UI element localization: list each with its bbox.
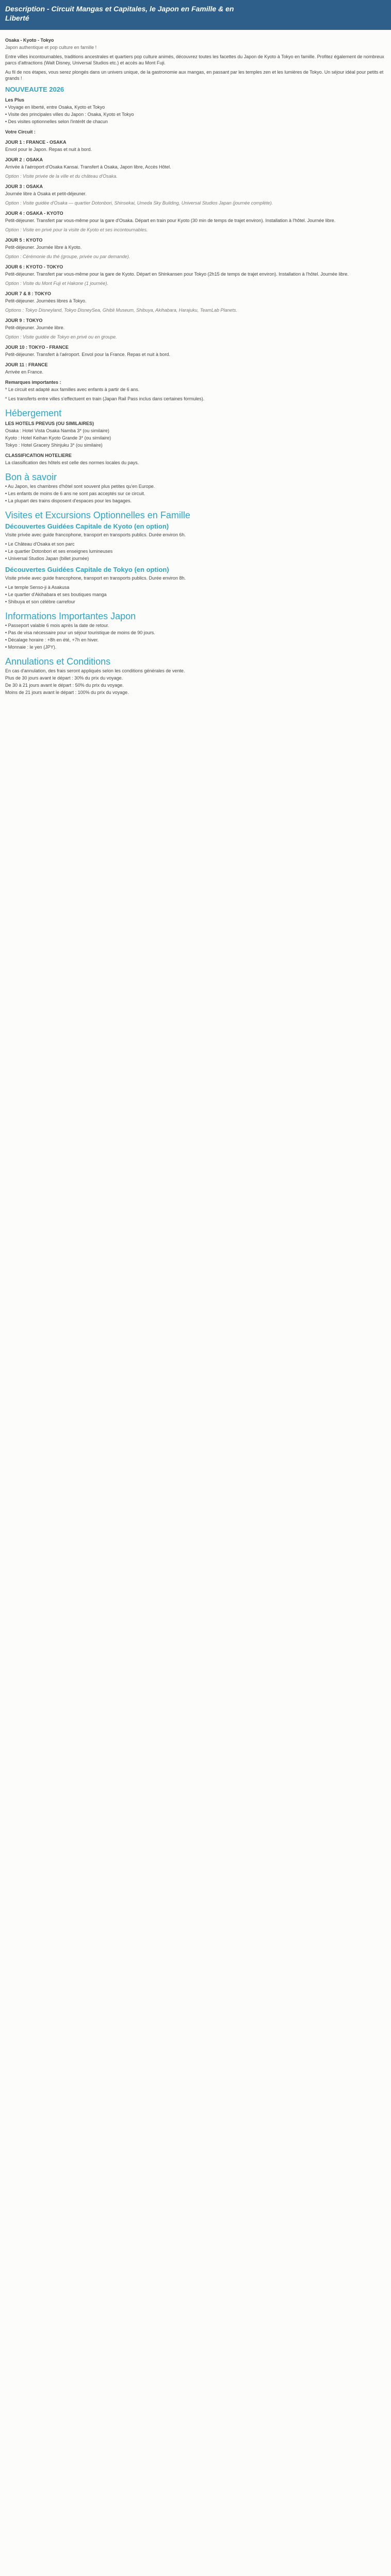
day-label: JOUR 4 : OSAKA - KYOTO [5, 211, 63, 216]
hotel-line: Kyoto : Hotel Keihan Kyoto Grande 3* (ou similaire) [5, 435, 111, 440]
day-option: Option : Visite en privé pour la visite de Kyoto et ses incontournables. [5, 227, 148, 232]
day-label: JOUR 2 : OSAKA [5, 157, 43, 162]
plus-list [5, 104, 386, 125]
hero-banner [0, 0, 391, 30]
classification-title: CLASSIFICATION HOTELIERE [5, 453, 72, 458]
day-option: Option : Visite privée de la ville et du château d'Osaka. [5, 174, 118, 179]
day-body: Petit-déjeuner. Transfert par vous-même pour la gare de Kyoto. Départ en Shinkansen pour Tokyo (2h15 de temps de trajet environ). Installation à l'hôtel. Journée libre. [5, 272, 349, 277]
day-block [5, 139, 386, 152]
osaka-excursion-item: • Universal Studios Japan (billet journée) [5, 556, 89, 561]
infos-line: • Pas de visa nécessaire pour un séjour touristique de moins de 90 jours. [5, 630, 155, 635]
day-option: Option : Cérémonie du thé (groupe, privée ou par demande). [5, 254, 131, 259]
day-block [5, 362, 386, 375]
remarks-title: Remarques importantes : [5, 380, 61, 385]
day-body: Petit-déjeuner. Transfert à l'aéroport. Envol pour la France. Repas et nuit à bord. [5, 352, 170, 357]
hotel-line: Tokyo : Hotel Gracery Shinjuku 3* (ou similaire) [5, 443, 103, 448]
itinerary-title: Votre Circuit : [5, 129, 36, 134]
bon-savoir-line: • La plupart des trains disposent d'espaces pour les bagages. [5, 498, 132, 503]
excursions-title: Visites et Excursions Optionnelles en Famille [5, 510, 190, 520]
annulations-title: Annulations et Conditions [5, 656, 111, 667]
tokyo-excursion-item: • Le quartier d'Akihabara et ses boutiques manga [5, 592, 107, 597]
day-body: Petit-déjeuner. Journées libres à Tokyo. [5, 298, 87, 303]
annulations-line: Plus de 30 jours avant le départ : 30% du prix du voyage. [5, 675, 123, 681]
day-block [5, 157, 386, 179]
day-block [5, 344, 386, 358]
plus-item: • Des visites optionnelles selon l'intérêt de chacun [5, 119, 108, 124]
osaka-excursions-title: Découvertes Guidées Capitale de Kyoto (en option) [5, 522, 169, 530]
day-block [5, 291, 386, 313]
day-body: Arrivée à l'aéroport d'Osaka Kansai. Transfert à Osaka, Japon libre, Accès Hôtel. [5, 164, 171, 170]
bon-savoir-title: Bon à savoir [5, 472, 57, 482]
day-option: Option : Visite du Mont Fuji et Hakone (1 journée). [5, 281, 108, 286]
intro-paragraph-2: Au fil de nos étapes, vous serez plongés dans un univers unique, de la gastronomie aux mangas, en passant par les temples zen et les lumières de Tokyo. Un séjour idéal pour petits et grands ! [5, 70, 384, 81]
day-label: JOUR 10 : TOKYO - FRANCE [5, 345, 69, 350]
annulations-line: Moins de 21 jours avant le départ : 100% du prix du voyage. [5, 690, 129, 695]
osaka-excursion-item: • Le Château d'Osaka et son parc [5, 541, 75, 547]
annulations-line: En cas d'annulation, des frais seront appliqués selon les conditions générales de vente. [5, 668, 185, 673]
remarks-line: * Le circuit est adapté aux familles avec enfants à partir de 6 ans. [5, 387, 140, 392]
hebergement-intro: LES HOTELS PREVUS (OU SIMILAIRES) [5, 421, 94, 426]
day-label: JOUR 1 : FRANCE - OSAKA [5, 140, 67, 145]
tokyo-excursions-title: Découvertes Guidées Capitale de Tokyo (en option) [5, 566, 169, 573]
day-block [5, 183, 386, 206]
osaka-excursions-text: Visite privée avec guide francophone, transport en transports publics. Durée environ 6h. [5, 532, 186, 537]
day-label: JOUR 6 : KYOTO - TOKYO [5, 264, 63, 269]
hotel-line: Osaka : Hotel Vista Osaka Namba 3* (ou similaire) [5, 428, 109, 433]
day-body: Petit-déjeuner. Journée libre à Kyoto. [5, 245, 82, 250]
intro-subtitle: Japon authentique et pop culture en famille ! [5, 45, 97, 50]
tokyo-excursion-item: • Shibuya et son célèbre carrefour [5, 599, 75, 604]
nouveaute-title: NOUVEAUTE 2026 [5, 86, 64, 93]
hebergement-title: Hébergement [5, 408, 62, 418]
footer-space [5, 697, 386, 717]
infos-line: • Monnaie : le yen (JPY). [5, 645, 57, 650]
day-block [5, 210, 386, 233]
intro-title: Osaka - Kyoto - Tokyo [5, 38, 54, 43]
day-option: Option : Visite guidée de Tokyo en privé ou en groupe. [5, 334, 117, 340]
page [0, 0, 391, 717]
day-label: JOUR 7 & 8 : TOKYO [5, 291, 51, 296]
day-body: Envol pour le Japon. Repas et nuit à bord. [5, 147, 92, 152]
plus-item: • Visite des principales villes du Japon : Osaka, Kyoto et Tokyo [5, 112, 134, 117]
day-body: Petit-déjeuner. Journée libre. [5, 325, 65, 330]
bon-savoir-line: • Au Japon, les chambres d'hôtel sont souvent plus petites qu'en Europe. [5, 484, 155, 489]
hero-title-line1: Description - Circuit Mangas et Capitales, le Japon en Famille & en [5, 5, 234, 13]
day-label: JOUR 3 : OSAKA [5, 184, 43, 189]
day-option: Option : Visite guidée d'Osaka — quartier Dotonbori, Shinsekai, Umeda Sky Building, Universal Studios Japan (journée complète). [5, 200, 273, 206]
hero-title-line2: Liberté [5, 14, 29, 22]
day-body: Journée libre à Osaka et petit-déjeuner. [5, 191, 87, 196]
day-block [5, 317, 386, 340]
tokyo-excursion-item: • Le temple Senso-ji à Asakusa [5, 585, 70, 590]
day-option: Options : Tokyo Disneyland, Tokyo DisneySea, Ghibli Museum, Shibuya, Akihabara, Harajuku, TeamLab Planets. [5, 308, 237, 313]
day-label: JOUR 5 : KYOTO [5, 238, 43, 243]
infos-title: Informations Importantes Japon [5, 611, 136, 621]
infos-line: • Passeport valable 6 mois après la date de retour. [5, 623, 109, 628]
day-body: Arrivée en France. [5, 369, 44, 375]
classification-text: La classification des hôtels est celle des normes locales du pays. [5, 460, 139, 465]
content [0, 30, 391, 717]
plus-title: Les Plus [5, 97, 25, 103]
infos-line: • Décalage horaire : +8h en été, +7h en hiver. [5, 637, 99, 642]
plus-item: • Voyage en liberté, entre Osaka, Kyoto et Tokyo [5, 105, 105, 110]
day-block [5, 237, 386, 260]
day-label: JOUR 9 : TOKYO [5, 318, 43, 323]
osaka-excursion-item: • Le quartier Dotonbori et ses enseignes lumineuses [5, 549, 113, 554]
intro-paragraph-1: Entre villes incontournables, traditions ancestrales et quartiers pop culture animés, découvrez toutes les facettes du Japon de Kyoto à Tokyo en famille. Profitez également de nombreux parcs d'attractions (Walt Disney, Universal Studios etc.) et accès au Mont Fuji. [5, 54, 384, 65]
bon-savoir-line: • Les enfants de moins de 6 ans ne sont pas acceptés sur ce circuit. [5, 491, 145, 496]
day-body: Petit-déjeuner. Transfert par vous-même pour la gare d'Osaka. Départ en train pour Kyoto (30 min de temps de trajet environ). Installation à l'hôtel. Journée libre. [5, 218, 336, 223]
remarks-line: * Les transferts entre villes s'effectuent en train (Japan Rail Pass inclus dans certaines formules). [5, 396, 205, 401]
day-block [5, 264, 386, 286]
annulations-line: De 30 à 21 jours avant le départ : 50% du prix du voyage. [5, 683, 124, 688]
day-label: JOUR 11 : FRANCE [5, 362, 48, 367]
tokyo-excursions-text: Visite privée avec guide francophone, transport en transports publics. Durée environ 8h. [5, 575, 186, 581]
